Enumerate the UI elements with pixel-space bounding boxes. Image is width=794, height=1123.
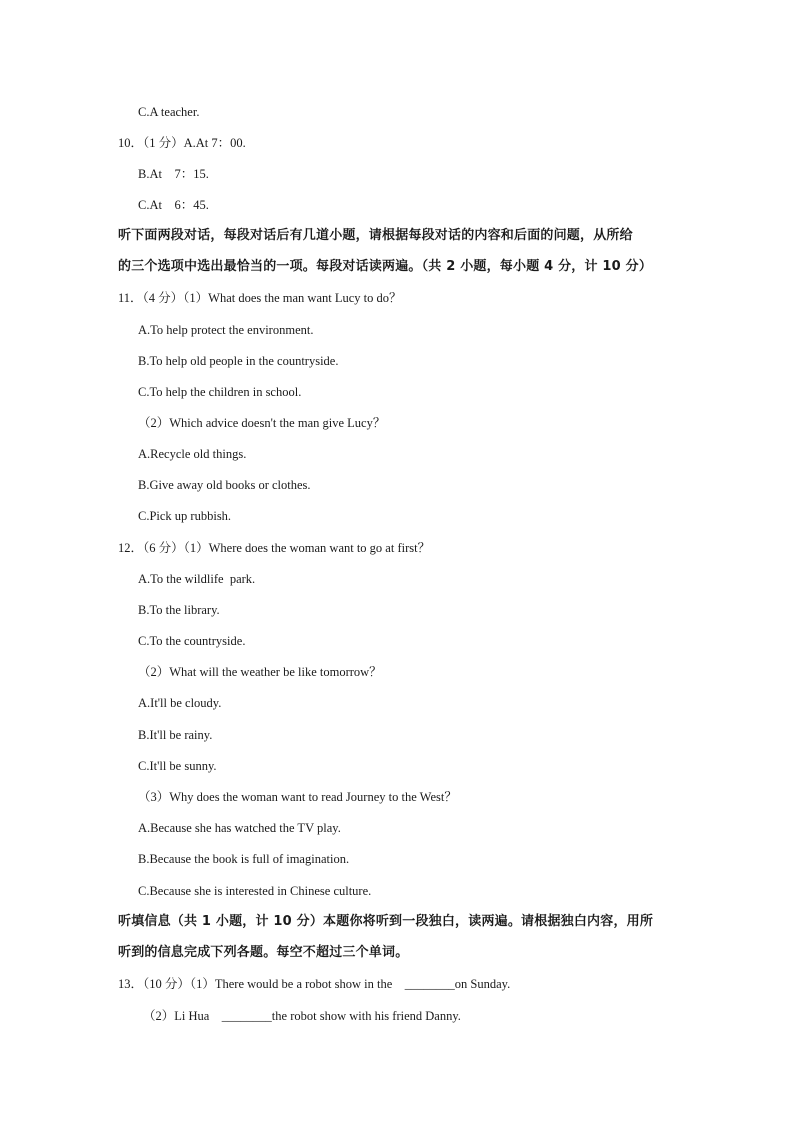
q13-sub1-fill-blank: 13．（10 分）（1）There would be a robot show in the ________on Sunday. xyxy=(118,977,511,991)
q12-sub2-question: （2）What will the weather be like tomorrow？ xyxy=(138,665,382,679)
q12-sub1-option-c: C.To the countryside. xyxy=(138,634,246,648)
section-instruction-monologue: 听填信息（共 1 小题，计 10 分）本题你将听到一段独白，读两遍。请根据独白内容，用所 xyxy=(118,914,654,929)
q12-sub1-option-b: B.To the library. xyxy=(138,603,220,617)
q12-sub3-question: （3）Why does the woman want to read Journey to the West？ xyxy=(138,790,457,804)
q13-sub2-fill-blank: （2）Li Hua ________the robot show with his friend Danny. xyxy=(143,1009,461,1023)
q11-sub1-option-a: A.To help protect the environment. xyxy=(138,323,314,337)
q11-sub2-option-a: A.Recycle old things. xyxy=(138,447,247,461)
q11-sub1-option-c: C.To help the children in school. xyxy=(138,385,302,399)
q12-sub3-option-b: B.Because the book is full of imagination. xyxy=(138,852,350,866)
section-instruction-dialogues-cont: 的三个选项中选出最恰当的一项。每段对话读两遍。（共 2 小题，每小题 4 分，计 10 分） xyxy=(118,259,653,274)
section-instruction-monologue-cont: 听到的信息完成下列各题。每空不超过三个单词。 xyxy=(118,945,409,960)
q9-option-c: C.A teacher. xyxy=(138,105,200,119)
q11-sub2-question: （2）Which advice doesn't the man give Lucy？ xyxy=(138,416,386,430)
q12-sub1-question: 12．（6 分）（1）Where does the woman want to go at first？ xyxy=(118,541,431,555)
q11-sub1-question: 11．（4 分）（1）What does the man want Lucy to do？ xyxy=(118,291,402,305)
q12-sub3-option-a: A.Because she has watched the TV play. xyxy=(138,821,341,835)
q11-sub2-option-c: C.Pick up rubbish. xyxy=(138,509,232,523)
q12-sub3-option-c: C.Because she is interested in Chinese culture. xyxy=(138,884,372,898)
q11-sub1-option-b: B.To help old people in the countryside. xyxy=(138,354,339,368)
section-instruction-dialogues: 听下面两段对话，每段对话后有几道小题，请根据每段对话的内容和后面的问题，从所给 xyxy=(118,228,633,243)
q12-sub1-option-a: A.To the wildlife park. xyxy=(138,572,256,586)
q12-sub2-option-a: A.It'll be cloudy. xyxy=(138,696,222,710)
q10-option-a: 10．（1 分）A.At 7：00. xyxy=(118,136,246,150)
q12-sub2-option-b: B.It'll be rainy. xyxy=(138,728,213,742)
q10-option-b: B.At 7：15. xyxy=(138,167,209,181)
q10-option-c: C.At 6：45. xyxy=(138,198,209,212)
q12-sub2-option-c: C.It'll be sunny. xyxy=(138,759,217,773)
q11-sub2-option-b: B.Give away old books or clothes. xyxy=(138,478,311,492)
